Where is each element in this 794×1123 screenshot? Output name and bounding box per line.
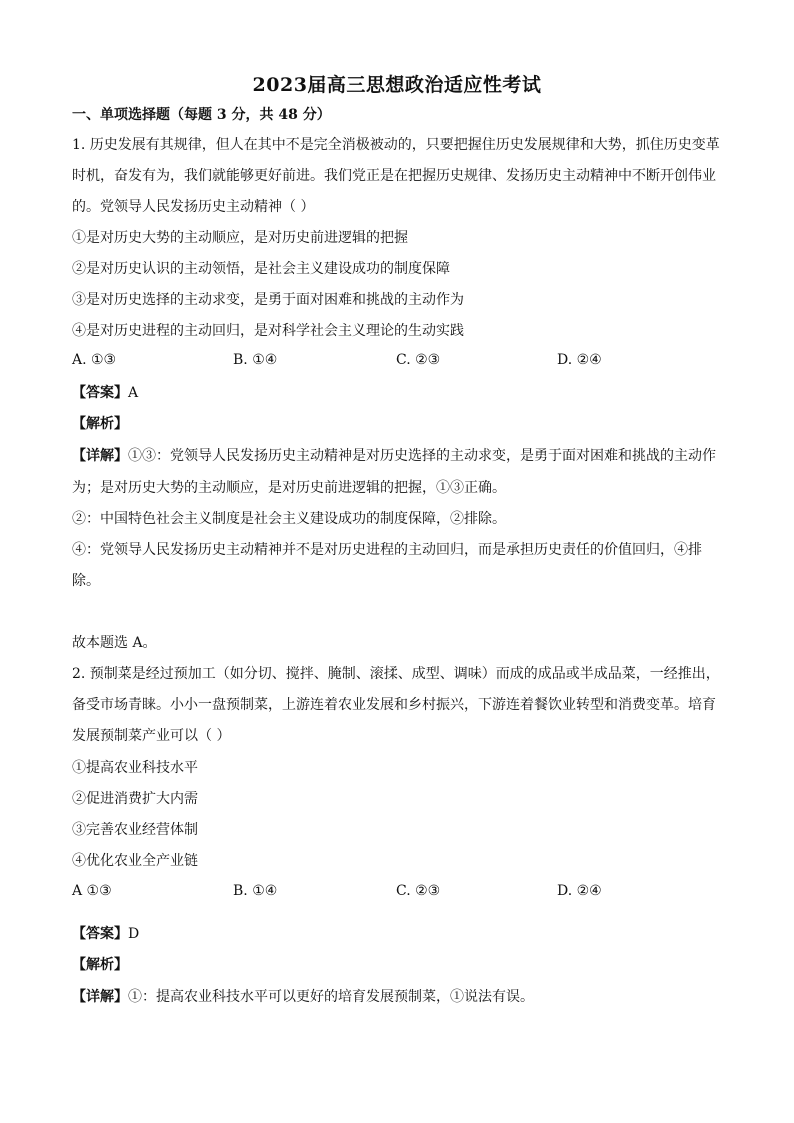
section-heading: 一、单项选择题（每题 3 分，共 48 分）: [72, 107, 331, 123]
q1-detail-line: 为；是对历史大势的主动顺应，是对历史前进逻辑的把握，①③正确。: [72, 480, 506, 496]
answer-value: A: [128, 385, 139, 401]
q2-item: ③完善农业经营体制: [72, 822, 198, 838]
q2-analysis-label: 【解析】: [72, 957, 128, 973]
detail-text: ①③：党领导人民发扬历史主动精神是对历史选择的主动求变，是勇于面对困难和挑战的主动作: [128, 448, 716, 464]
q2-answer: [72, 924, 139, 944]
q1-detail-line: ②：中国特色社会主义制度是社会主义建设成功的制度保障，②排除。: [72, 511, 506, 527]
q1-conclusion: 故本题选 A。: [72, 635, 157, 651]
answer-value: D: [128, 926, 140, 942]
q1-option-b: B. ①④: [233, 352, 278, 368]
q2-stem-line: 备受市场青睐。小小一盘预制菜，上游连着农业发展和乡村振兴，下游连着餐饮业转型和消费变革。培育: [72, 697, 716, 713]
detail-label: 【详解】: [72, 989, 128, 1005]
answer-label: 【答案】: [72, 385, 128, 401]
q1-detail-line: [72, 446, 722, 466]
q2-option-b: B. ①④: [233, 883, 278, 899]
q1-item: ②是对历史认识的主动领悟，是社会主义建设成功的制度保障: [72, 261, 450, 277]
q1-stem-line: 时机，奋发有为，我们就能够更好前进。我们党正是在把握历史规律、发扬历史主动精神中不断开创伟业: [72, 168, 716, 184]
q1-option-d: D. ②④: [557, 352, 602, 368]
q1-detail-line: 除。: [72, 573, 100, 589]
q1-item: ①是对历史大势的主动顺应，是对历史前进逻辑的把握: [72, 230, 408, 246]
q2-stem-line: 发展预制菜产业可以（ ）: [72, 728, 231, 744]
q2-item: ②促进消费扩大内需: [72, 791, 198, 807]
q2-option-a: A ①③: [72, 883, 112, 899]
q2-option-c: C. ②③: [396, 883, 441, 899]
q1-item: ④是对历史进程的主动回归，是对科学社会主义理论的生动实践: [72, 323, 464, 339]
q2-item: ④优化农业全产业链: [72, 853, 198, 869]
q1-stem-line: 1. 历史发展有其规律，但人在其中不是完全消极被动的，只要把握住历史发展规律和大势，抓住历史变革: [72, 137, 720, 153]
q2-item: ①提高农业科技水平: [72, 760, 198, 776]
answer-label: 【答案】: [72, 926, 128, 942]
q1-detail-line: ④：党领导人民发扬历史主动精神并不是对历史进程的主动回归，而是承担历史责任的价值回归，④排: [72, 542, 702, 558]
q2-stem-line: 2. 预制菜是经过预加工（如分切、搅拌、腌制、滚揉、成型、调味）而成的成品或半成品菜，一经推出，: [72, 666, 720, 682]
q2-detail-line: [72, 987, 722, 1007]
q1-option-c: C. ②③: [396, 352, 441, 368]
page-title: 2023届高三思想政治适应性考试: [252, 74, 542, 96]
q1-option-a: A. ①③: [72, 352, 117, 368]
q1-item: ③是对历史选择的主动求变，是勇于面对困难和挑战的主动作为: [72, 292, 464, 308]
q1-stem-line: 的。党领导人民发扬历史主动精神（ ）: [72, 199, 315, 215]
q2-option-d: D. ②④: [557, 883, 602, 899]
detail-text: ①：提高农业科技水平可以更好的培育发展预制菜，①说法有误。: [128, 989, 534, 1005]
q1-answer: [72, 383, 138, 403]
q1-analysis-label: 【解析】: [72, 416, 128, 432]
detail-label: 【详解】: [72, 448, 128, 464]
